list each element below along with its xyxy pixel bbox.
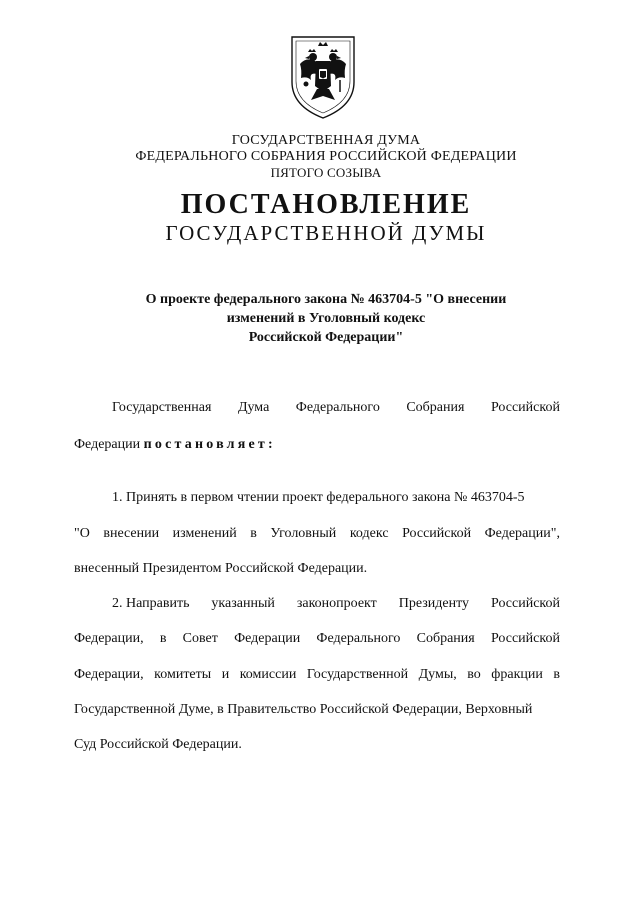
item1-line-1: 1. Принять в первом чтении проект федерального закона № 463704-5 (112, 490, 525, 505)
preamble-word: Собрания (406, 400, 465, 415)
item2-word: Федерации, (74, 631, 144, 646)
item2-word: законопроект (296, 596, 377, 611)
preamble-word: Российской (490, 400, 560, 415)
decree-verb: постановляет: (143, 437, 276, 452)
preamble-line-2 (74, 436, 560, 454)
header-line-federal-assembly: ФЕДЕРАЛЬНОГО СОБРАНИЯ РОССИЙСКОЙ ФЕДЕРАЦИИ (135, 149, 517, 164)
item2-word: Совет (182, 631, 218, 646)
item1-word: в (250, 526, 257, 541)
subject-line-2: изменений в Уголовный кодекс (226, 311, 426, 326)
item1-word: "О (74, 526, 90, 541)
item1-word: Российской (402, 526, 472, 541)
preamble-word: Государственная (112, 400, 212, 415)
item2-word: указанный (211, 596, 275, 611)
item2-line-4: Государственной Думе, в Правительство Российской Федерации, Верховный (74, 702, 533, 717)
subject-line-1: О проекте федерального закона № 463704-5 "О внесении (145, 292, 507, 307)
item2-word: Федерального (316, 631, 401, 646)
item2-word: фракции (491, 667, 543, 682)
item2-word: комитеты (154, 667, 212, 682)
item2-word: Думы, (418, 667, 457, 682)
item1-line-2 (74, 525, 560, 543)
item2-line-3 (74, 666, 560, 684)
item1-line-3: внесенный Президентом Российской Федерации. (74, 561, 368, 576)
header-line-state-duma: ГОСУДАРСТВЕННАЯ ДУМА (231, 133, 421, 148)
item2-word: Российской (491, 596, 560, 611)
item2-line-1 (112, 595, 560, 613)
preamble-word: Дума (237, 400, 270, 415)
item2-word: Российской (490, 631, 560, 646)
item2-word: Федерации (234, 631, 301, 646)
document-subtitle: ГОСУДАРСТВЕННОЙ ДУМЫ (165, 221, 487, 245)
item1-word: внесении (103, 526, 160, 541)
subject-line-3: Российской Федерации" (248, 330, 404, 345)
item2-line-2 (74, 630, 560, 648)
item2-word: в (159, 631, 167, 646)
item2-line-5: Суд Российской Федерации. (74, 737, 242, 752)
header-line-convocation: ПЯТОГО СОЗЫВА (270, 165, 382, 180)
item1-word: кодекс (349, 526, 389, 541)
item1-word: изменений (172, 526, 237, 541)
item2-word: в (553, 667, 560, 682)
coat-of-arms-emblem (289, 34, 357, 120)
item2-word: комиссии (239, 667, 297, 682)
item2-word: Государственной (306, 667, 409, 682)
preamble-word: Федерального (295, 400, 380, 415)
item2-word: 2. Направить (112, 596, 190, 611)
item1-word: Уголовный (270, 526, 337, 541)
item1-word: Федерации", (484, 526, 560, 541)
item2-word: Собрания (416, 631, 475, 646)
item2-word: Президенту (398, 596, 470, 611)
item2-word: Федерации, (74, 667, 144, 682)
document-title: ПОСТАНОВЛЕНИЕ (180, 189, 472, 220)
preamble-line-1 (112, 399, 560, 417)
item2-word: во (467, 667, 481, 682)
preamble-word: Федерации (74, 437, 141, 452)
item2-word: и (221, 667, 230, 682)
